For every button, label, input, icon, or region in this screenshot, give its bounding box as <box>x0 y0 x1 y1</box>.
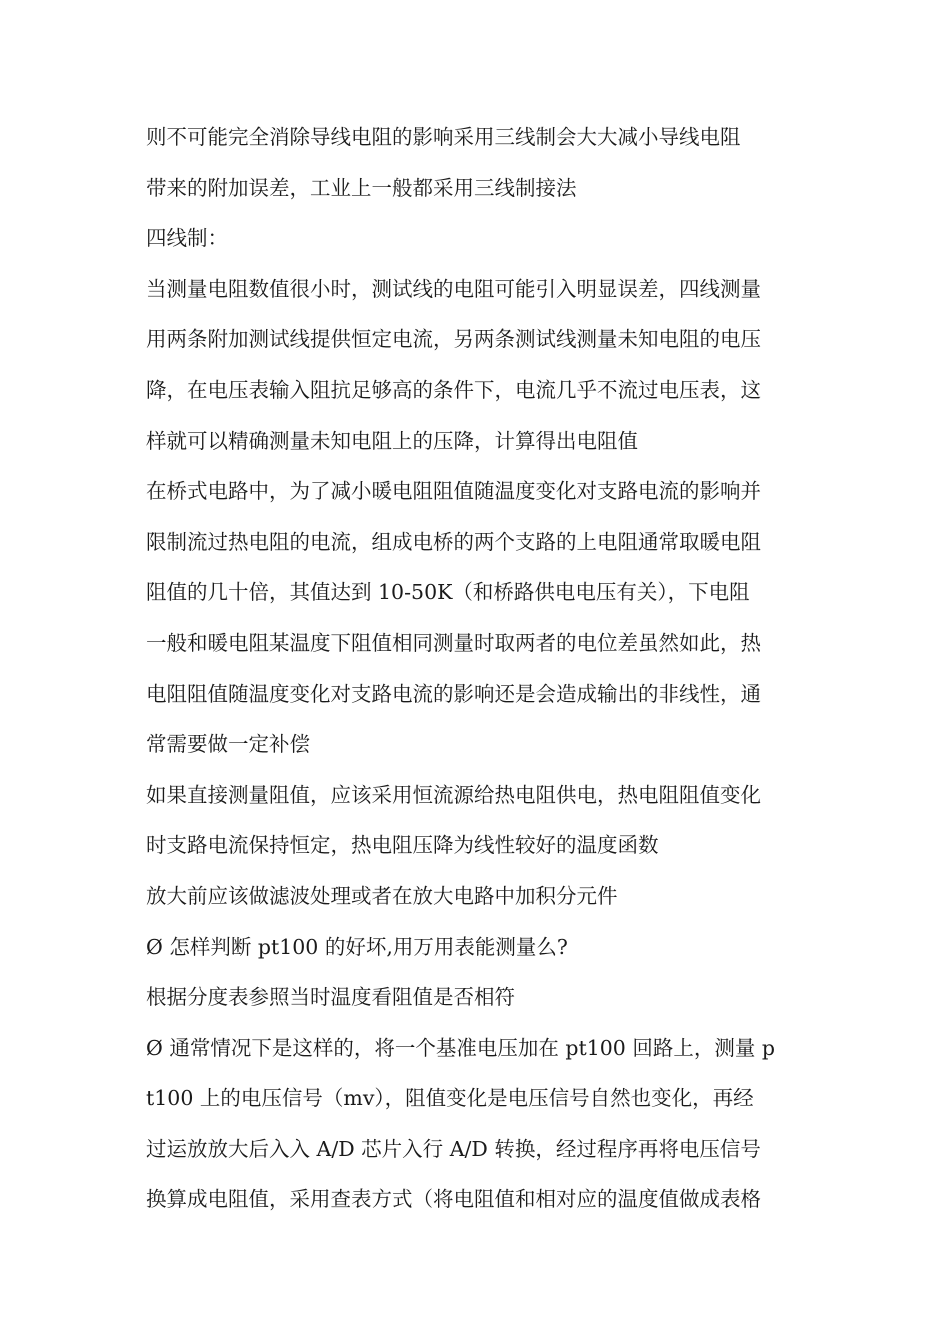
text-line: 如果直接测量阻值，应该采用恒流源给热电阻供电，热电阻阻值变化 <box>146 782 761 807</box>
text-line: 则不可能完全消除导线电阻的影响采用三线制会大大减小导线电阻 <box>146 125 741 149</box>
text-line: 用两条附加测试线提供恒定电流，另两条测试线测量未知电阻的电压 <box>146 327 761 352</box>
text-line: 阻值的几十倍，其值达到 10-50K（和桥路供电电压有关），下电阻 <box>146 580 750 605</box>
text-line: 限制流过热电阻的电流，组成电桥的两个支路的上电阻通常取暖电阻 <box>146 529 761 554</box>
section-heading: 四线制： <box>146 226 228 251</box>
text-line: 在桥式电路中，为了减小暖电阻阻值随温度变化对支路电流的影响并 <box>146 479 761 504</box>
text-line: 带来的附加误差，工业上一般都采用三线制接法 <box>146 175 577 200</box>
body-text <box>146 118 811 1231</box>
text-line: 时支路电流保持恒定，热电阻压降为线性较好的温度函数 <box>146 833 659 858</box>
question-line: Ø 怎样判断 pt100 的好坏,用万用表能测量么? <box>146 934 568 959</box>
text-line: t100 上的电压信号（mv），阻值变化是电压信号自然也变化，再经 <box>146 1086 754 1111</box>
text-line: 换算成电阻值，采用查表方式（将电阻值和相对应的温度值做成表格 <box>146 1187 761 1212</box>
text-line: 放大前应该做滤波处理或者在放大电路中加积分元件 <box>146 883 618 908</box>
question-line: Ø 通常情况下是这样的，将一个基准电压加在 pt100 回路上，测量 p <box>146 1035 775 1060</box>
text-line: 常需要做一定补偿 <box>146 732 310 757</box>
text-line: 过运放放大后入入 A/D 芯片入行 A/D 转换，经过程序再将电压信号 <box>146 1136 761 1161</box>
text-line: 一般和暖电阻某温度下阻值相同测量时取两者的电位差虽然如此，热 <box>146 630 761 655</box>
text-line: 当测量电阻数值很小时，测试线的电阻可能引入明显误差，四线测量 <box>146 276 761 301</box>
text-line: 样就可以精确测量未知电阻上的压降，计算得出电阻值 <box>146 428 638 453</box>
text-line: 根据分度表参照当时温度看阻值是否相符 <box>146 985 515 1010</box>
text-line: 电阻阻值随温度变化对支路电流的影响还是会造成输出的非线性，通 <box>146 681 761 706</box>
text-line: 降，在电压表输入阻抗足够高的条件下，电流几乎不流过电压表，这 <box>146 377 761 402</box>
